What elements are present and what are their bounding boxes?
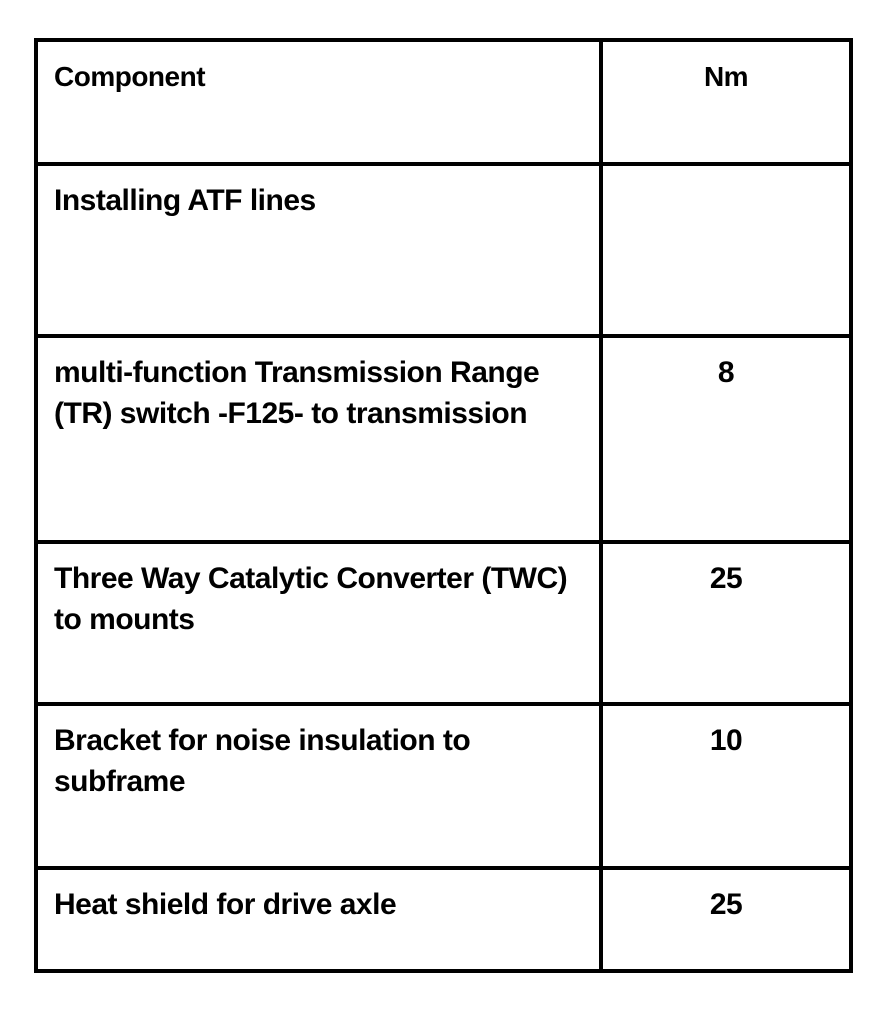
component-cell: Three Way Catalytic Converter (TWC) to mounts bbox=[36, 542, 601, 704]
component-cell: Installing ATF lines bbox=[36, 164, 601, 336]
table-row bbox=[36, 336, 851, 542]
table-row bbox=[36, 704, 851, 868]
torque-specification-table bbox=[34, 38, 853, 973]
nm-cell: 8 bbox=[601, 336, 851, 542]
component-cell: Heat shield for drive axle bbox=[36, 868, 601, 971]
table-header-row bbox=[36, 40, 851, 164]
nm-cell: 10 bbox=[601, 704, 851, 868]
header-component: Component bbox=[36, 40, 601, 164]
table-row bbox=[36, 868, 851, 971]
component-cell: multi-function Transmission Range (TR) switch -F125- to transmission bbox=[36, 336, 601, 542]
component-cell: Bracket for noise insulation to subframe bbox=[36, 704, 601, 868]
header-nm: Nm bbox=[601, 40, 851, 164]
table-row bbox=[36, 164, 851, 336]
nm-cell bbox=[601, 164, 851, 336]
table-row bbox=[36, 542, 851, 704]
nm-cell: 25 bbox=[601, 868, 851, 971]
nm-cell: 25 bbox=[601, 542, 851, 704]
